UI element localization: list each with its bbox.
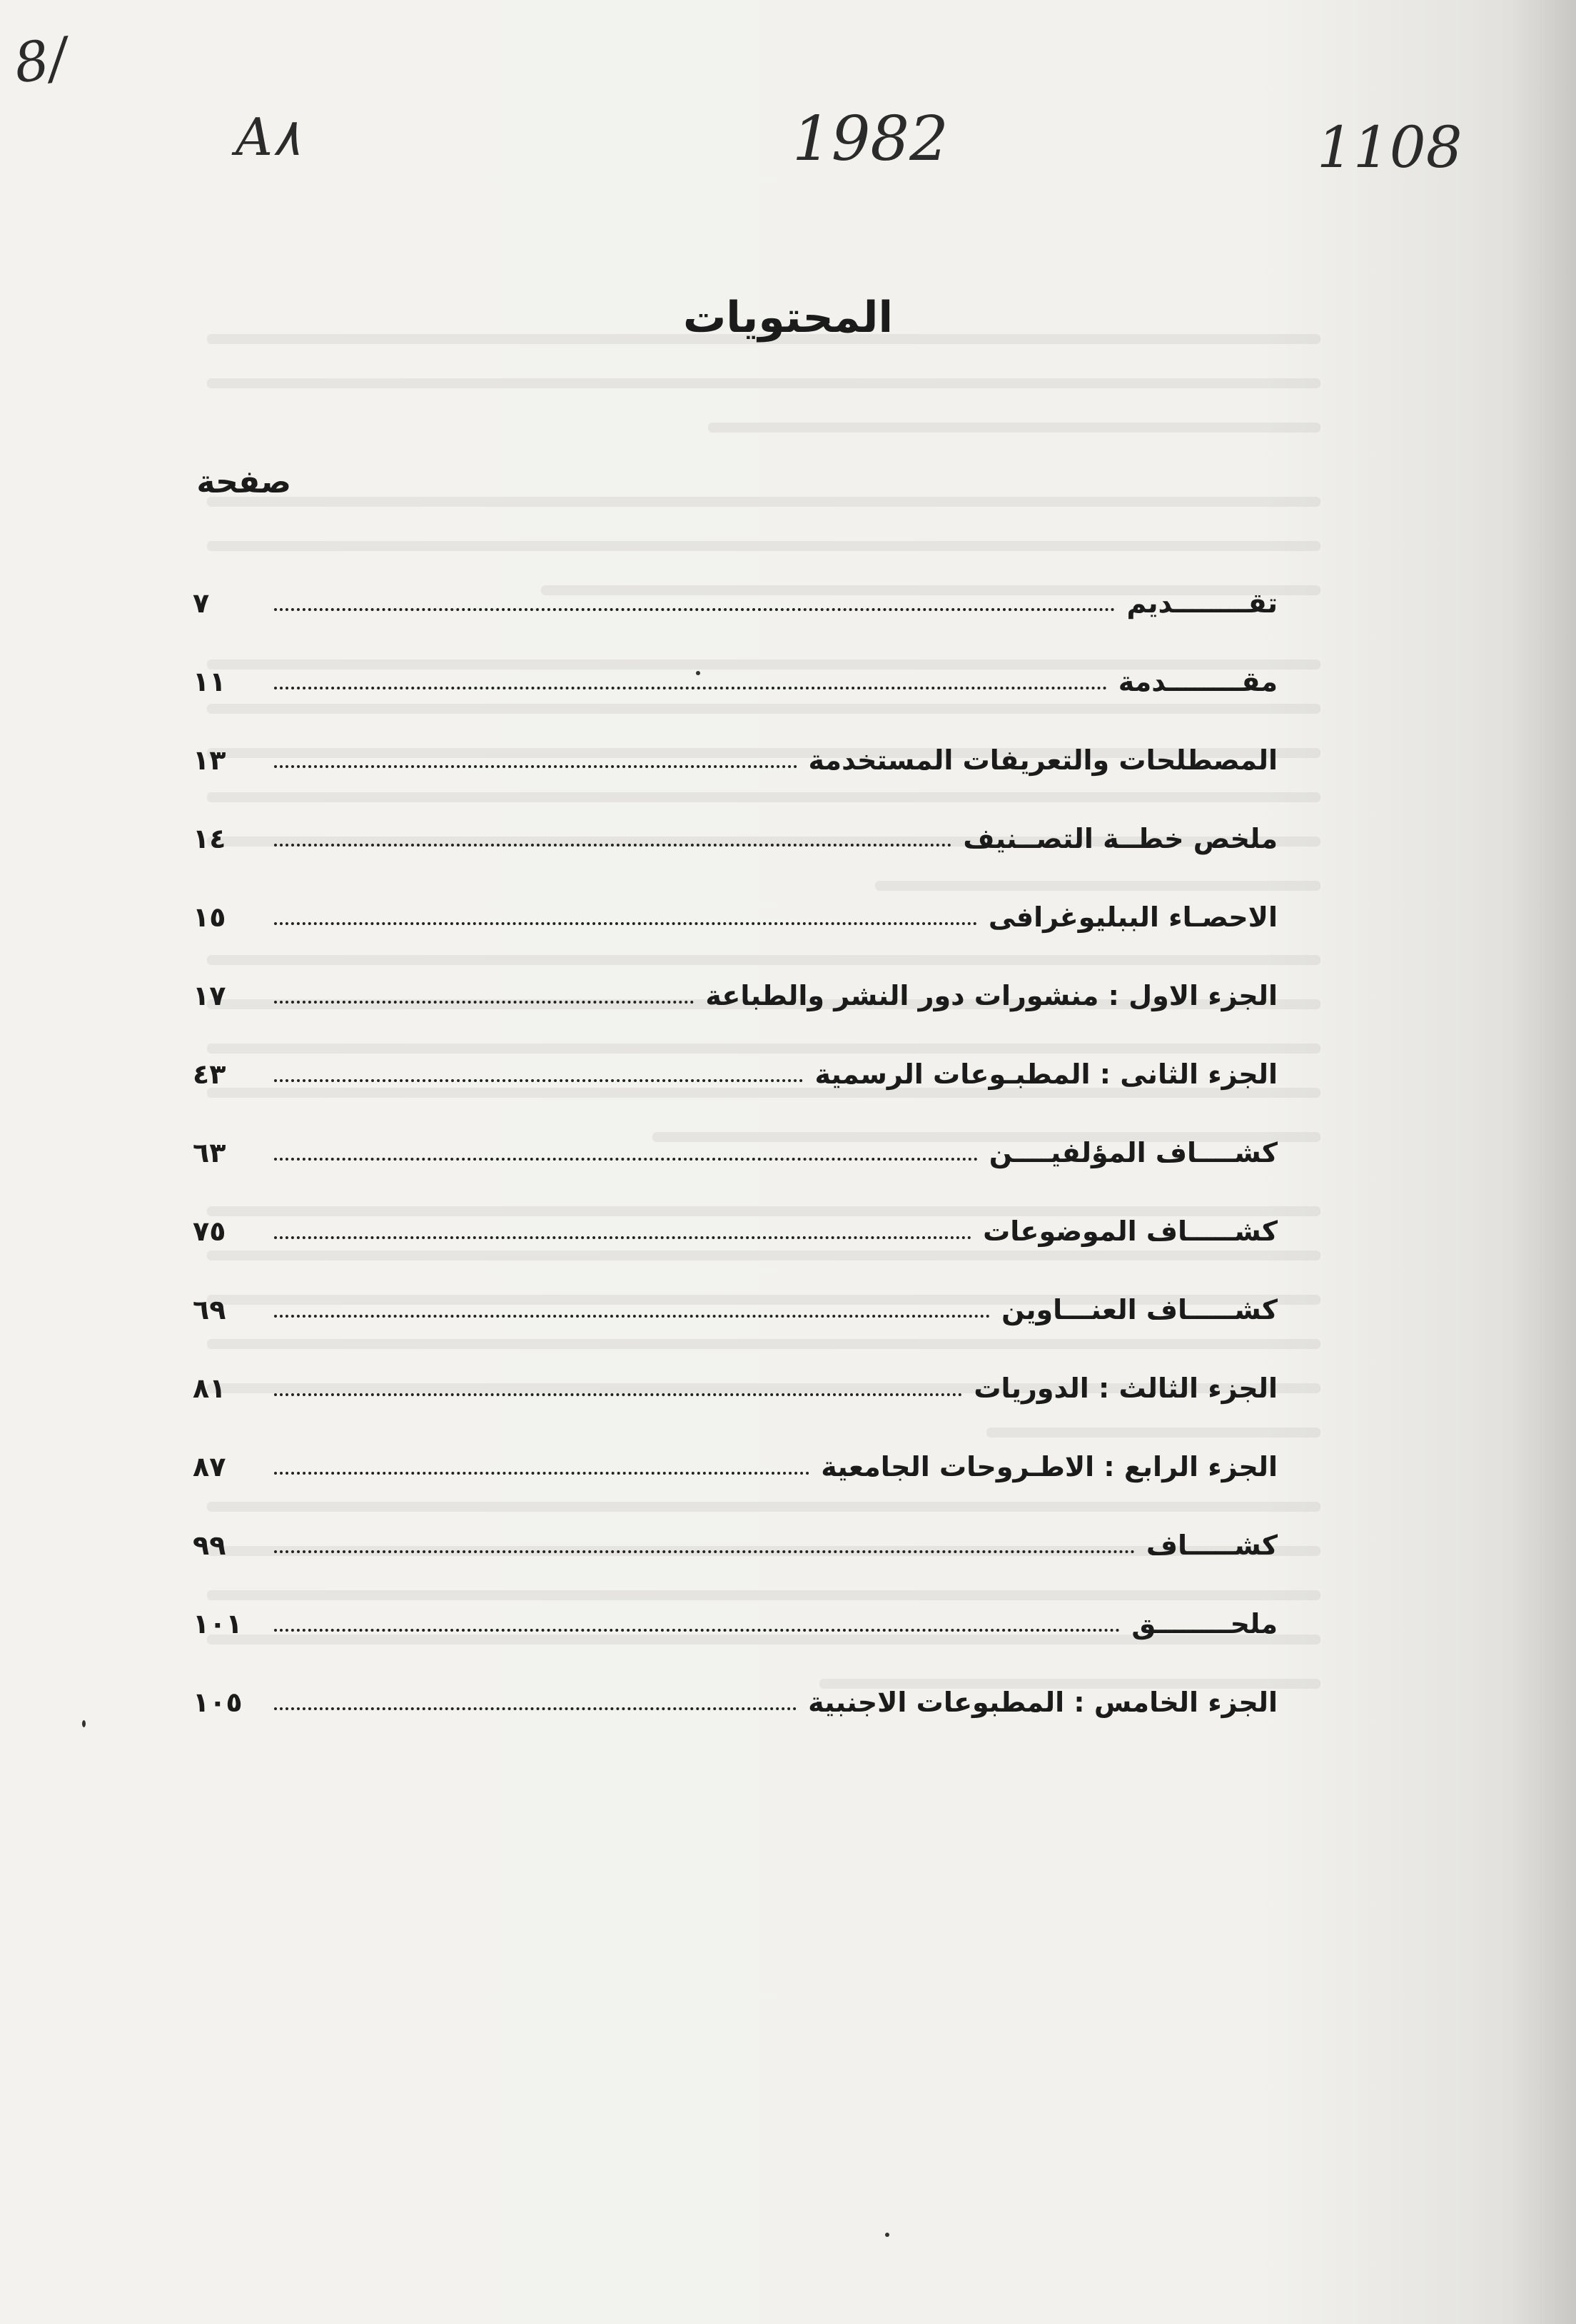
toc-dot-leader <box>274 1629 1120 1632</box>
toc-entry-page: ٧ <box>193 587 210 619</box>
page-title: المحتويات <box>682 293 894 343</box>
toc-entry-title: كشـــــاف العنـــاوين <box>1001 1294 1278 1325</box>
toc-entry-title: المصطلحات والتعريفات المستخدمة <box>808 744 1278 776</box>
toc-entry-page: ١٥ <box>193 901 226 933</box>
toc-dot-leader <box>274 1001 694 1004</box>
toc-entry-page: ٤٣ <box>193 1059 226 1090</box>
toc-dot-leader <box>274 608 1115 611</box>
toc-dot-leader <box>274 1707 797 1710</box>
toc-entry-page: ١٠١ <box>193 1608 243 1640</box>
toc-entry-page: ٦٩ <box>193 1294 226 1325</box>
toc-entry-page: ٦٣ <box>193 1137 226 1168</box>
handwritten-number: 1108 <box>1317 114 1463 181</box>
toc-entry-title: كشــــاف المؤلفيــــن <box>989 1137 1278 1168</box>
toc-entry <box>193 1328 1278 1406</box>
toc-entry <box>193 621 1278 699</box>
toc-entry-page: ١٠٥ <box>193 1687 243 1718</box>
toc-entry-title: الجزء الخامس : المطبوعات الاجنبية <box>808 1687 1278 1718</box>
toc-dot-leader <box>274 1079 803 1082</box>
toc-entry-title: الاحصـاء الببليوغرافى <box>988 901 1278 933</box>
toc-entry-page: ١١ <box>193 666 226 697</box>
toc-entry <box>193 1563 1278 1642</box>
toc-entry-title: الجزء الاول : منشورات دور النشر والطباعة <box>705 980 1278 1011</box>
toc-entry-title: تقــــــــديم <box>1126 587 1278 619</box>
toc-dot-leader <box>274 1236 971 1239</box>
toc-entry-page: ٩٩ <box>193 1530 226 1561</box>
toc-dot-leader <box>274 922 977 925</box>
toc-entry-page: ٧٥ <box>193 1216 226 1247</box>
toc-entry-page: ١٣ <box>193 744 226 776</box>
table-of-contents <box>193 542 1278 1720</box>
toc-entry <box>193 1406 1278 1485</box>
toc-entry-page: ٨٧ <box>193 1451 226 1482</box>
page-edge-shadow <box>1512 0 1576 2324</box>
toc-entry-title: الجزء الرابع : الاطـروحات الجامعية <box>821 1451 1278 1482</box>
toc-entry-title: الجزء الثالث : الدوريات <box>974 1373 1278 1404</box>
toc-entry <box>193 857 1278 935</box>
toc-entry <box>193 935 1278 1014</box>
toc-entry <box>193 1642 1278 1720</box>
toc-dot-leader <box>274 687 1107 689</box>
toc-entry <box>193 1171 1278 1249</box>
toc-entry-title: ملخص خطــة التصــنيف <box>963 823 1278 854</box>
toc-dot-leader <box>274 765 797 768</box>
toc-entry <box>193 1249 1278 1328</box>
handwritten-left-note: A٨ <box>236 107 300 167</box>
toc-entry <box>193 699 1278 778</box>
toc-dot-leader <box>274 1550 1135 1553</box>
toc-dot-leader <box>274 1315 990 1318</box>
toc-entry <box>193 1014 1278 1092</box>
toc-entry-title: ملحــــــــق <box>1131 1608 1278 1640</box>
toc-entry <box>193 778 1278 857</box>
toc-entry-title: الجزء الثانى : المطبـوعات الرسمية <box>814 1059 1278 1090</box>
handwritten-corner-mark: 8/ <box>10 25 71 96</box>
toc-entry-page: ١٧ <box>193 980 226 1011</box>
toc-entry-title: مقــــــــدمة <box>1118 666 1278 697</box>
toc-entry-title: كشـــــاف الموضوعات <box>983 1216 1278 1247</box>
paper-speck <box>82 1720 86 1727</box>
toc-entry <box>193 1485 1278 1563</box>
toc-dot-leader <box>274 844 951 847</box>
toc-entry <box>193 1092 1278 1171</box>
page-column-header: صفحة <box>196 464 291 500</box>
paper-speck <box>696 671 700 675</box>
toc-entry-page: ١٤ <box>193 823 226 854</box>
paper-speck <box>885 2233 889 2237</box>
toc-entry-title: كشـــــاف <box>1146 1530 1278 1561</box>
toc-dot-leader <box>274 1158 978 1161</box>
toc-dot-leader <box>274 1472 809 1475</box>
toc-entry-page: ٨١ <box>193 1373 226 1404</box>
toc-entry <box>193 542 1278 621</box>
handwritten-year: 1982 <box>792 103 949 175</box>
toc-dot-leader <box>274 1393 962 1396</box>
